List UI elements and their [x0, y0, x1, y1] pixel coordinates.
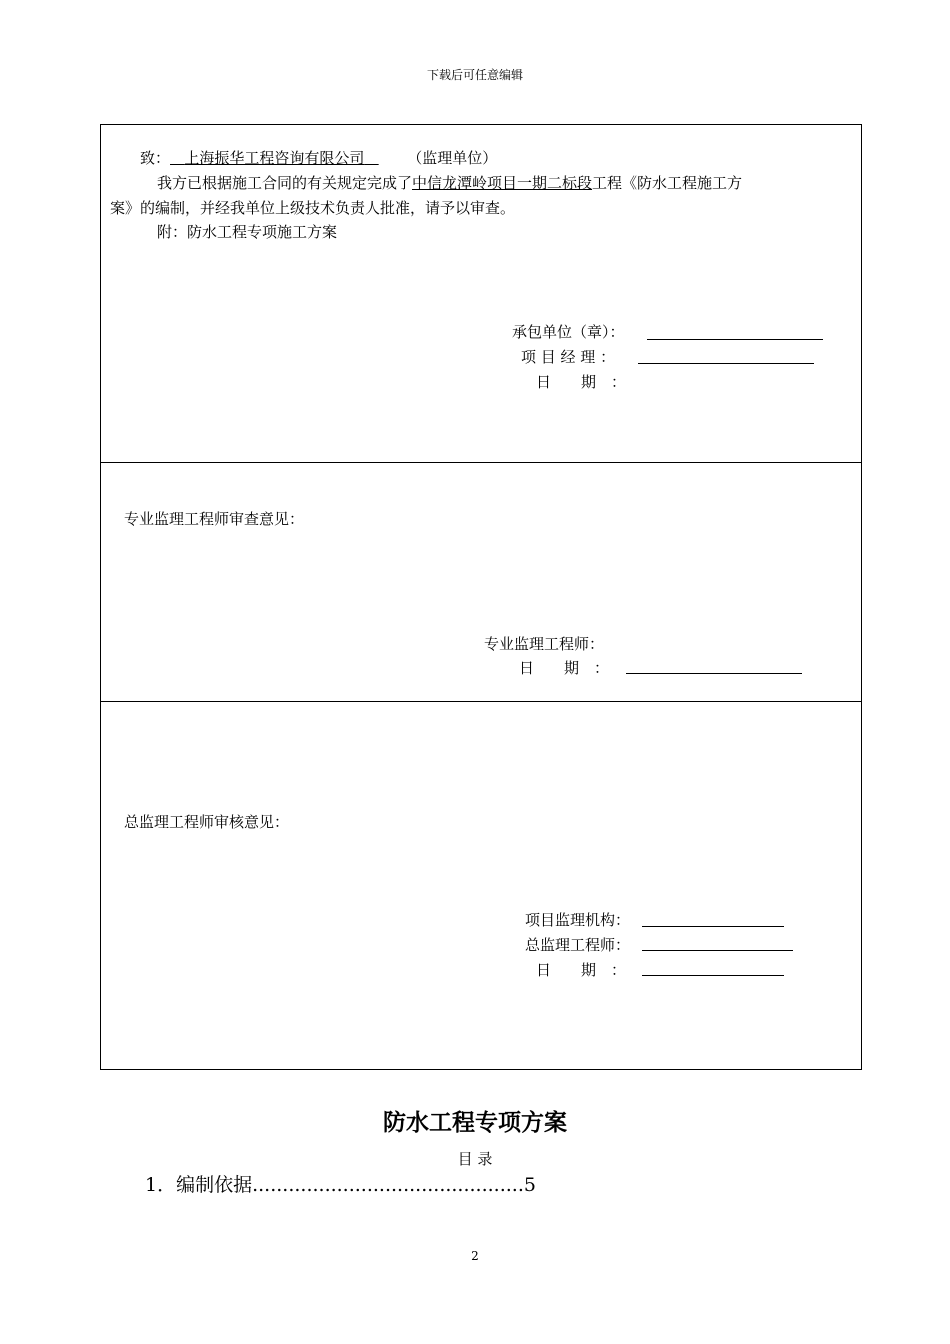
engineer-date-label: 日 期 ：: [519, 659, 610, 677]
addressee-prefix: 致：: [140, 149, 171, 167]
toc-item[interactable]: 1．编制依据.............................................5: [145, 1174, 536, 1196]
project-name: 中信龙潭岭项目一期二标段: [412, 174, 593, 192]
chief-engineer-label: 总监理工程师：: [525, 936, 631, 954]
chief-date-line: [642, 975, 784, 976]
form-divider-1: [100, 462, 862, 463]
submission-body-line2: 案》的编制，并经我单位上级技术负责人批准，请予以审查。: [110, 199, 516, 217]
addressee-suffix: （监理单位）: [407, 149, 498, 167]
project-manager-label: 项 目 经 理 ：: [521, 348, 616, 366]
chief-date-label: 日 期 ：: [536, 961, 627, 979]
contractor-date-label: 日 期 ：: [536, 373, 627, 391]
form-divider-2: [100, 701, 862, 702]
contractor-signature-line: [647, 339, 823, 340]
addressee-line: [140, 147, 497, 168]
manager-signature-line: [638, 363, 814, 364]
attachment-line: 附：防水工程专项施工方案: [157, 223, 338, 241]
chief-signature-line: [642, 950, 793, 951]
page-header-note: 下载后可任意编辑: [426, 68, 523, 82]
submission-body-line1: 我方已根据施工合同的有关规定完成了中信龙潭岭项目一期二标段工程《防水工程施工方: [157, 174, 743, 192]
contractor-label: 承包单位（章）：: [512, 323, 625, 341]
org-signature-line: [642, 926, 784, 927]
engineer-review-opinion-label: 专业监理工程师审查意见：: [124, 510, 305, 528]
document-title: 防水工程专项方案: [383, 1110, 567, 1136]
approval-form-frame: [100, 124, 862, 1070]
chief-review-opinion-label: 总监理工程师审核意见：: [124, 813, 290, 831]
page-number: 2: [471, 1249, 479, 1263]
addressee-company: 上海振华工程咨询有限公司: [184, 149, 365, 167]
toc-heading: 目 录: [457, 1150, 493, 1168]
supervision-org-label: 项目监理机构：: [525, 911, 631, 929]
engineer-date-line: [626, 673, 802, 674]
engineer-signature-label: 专业监理工程师：: [484, 635, 605, 653]
